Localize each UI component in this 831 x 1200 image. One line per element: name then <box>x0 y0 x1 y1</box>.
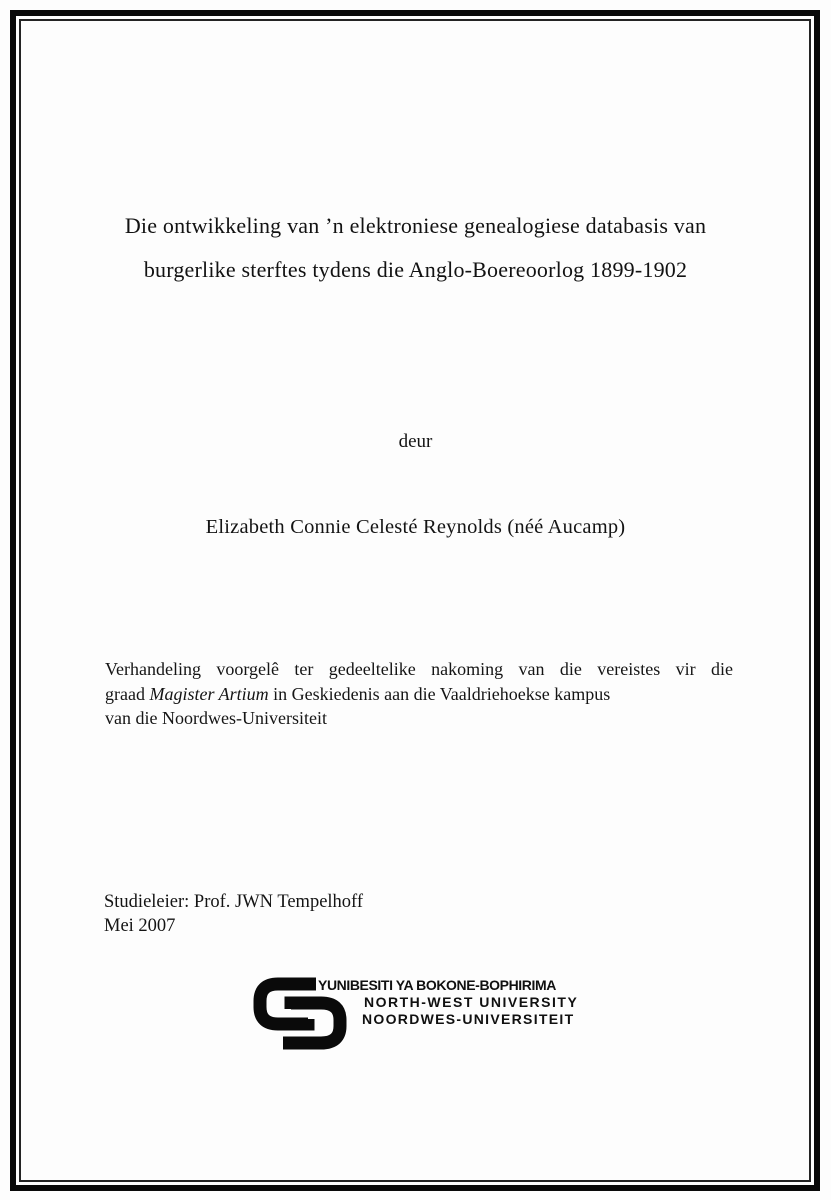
logo-text-setswana: YUNIBESITI YA BOKONE-BOPHIRIMA <box>318 977 556 993</box>
degree-name-italic: Magister Artium <box>149 683 269 704</box>
thesis-title-line-2: burgerlike sterftes tydens die Anglo-Boereoorlog 1899-1902 <box>143 257 688 282</box>
author-name: Elizabeth Connie Celesté Reynolds (néé Aucamp) <box>205 516 626 538</box>
supervisor-line: Studieleier: Prof. JWN Tempelhoff <box>104 892 364 912</box>
logo-text-afrikaans: NOORDWES-UNIVERSITEIT <box>362 1011 575 1027</box>
degree-statement-line-1: Verhandeling voorgelê ter gedeeltelike nakoming van die vereistes vir die <box>105 659 733 679</box>
degree-statement <box>105 657 733 731</box>
degree-statement-line-2-post: in Geskiedenis aan die Vaaldriehoekse kampus <box>268 683 611 704</box>
degree-statement-line-2 <box>105 682 733 707</box>
logo-text-english: NORTH-WEST UNIVERSITY <box>364 994 579 1010</box>
thesis-title-line-1: Die ontwikkeling van ’n elektroniese genealogiese databasis van <box>124 213 707 238</box>
byline-deur: deur <box>398 431 433 452</box>
supervisor-block <box>104 890 363 938</box>
date-line: Mei 2007 <box>104 916 176 936</box>
thesis-title <box>70 204 761 292</box>
degree-statement-line-2-pre: graad <box>105 683 150 704</box>
degree-statement-line-3: van die Noordwes-Universiteit <box>105 708 327 728</box>
